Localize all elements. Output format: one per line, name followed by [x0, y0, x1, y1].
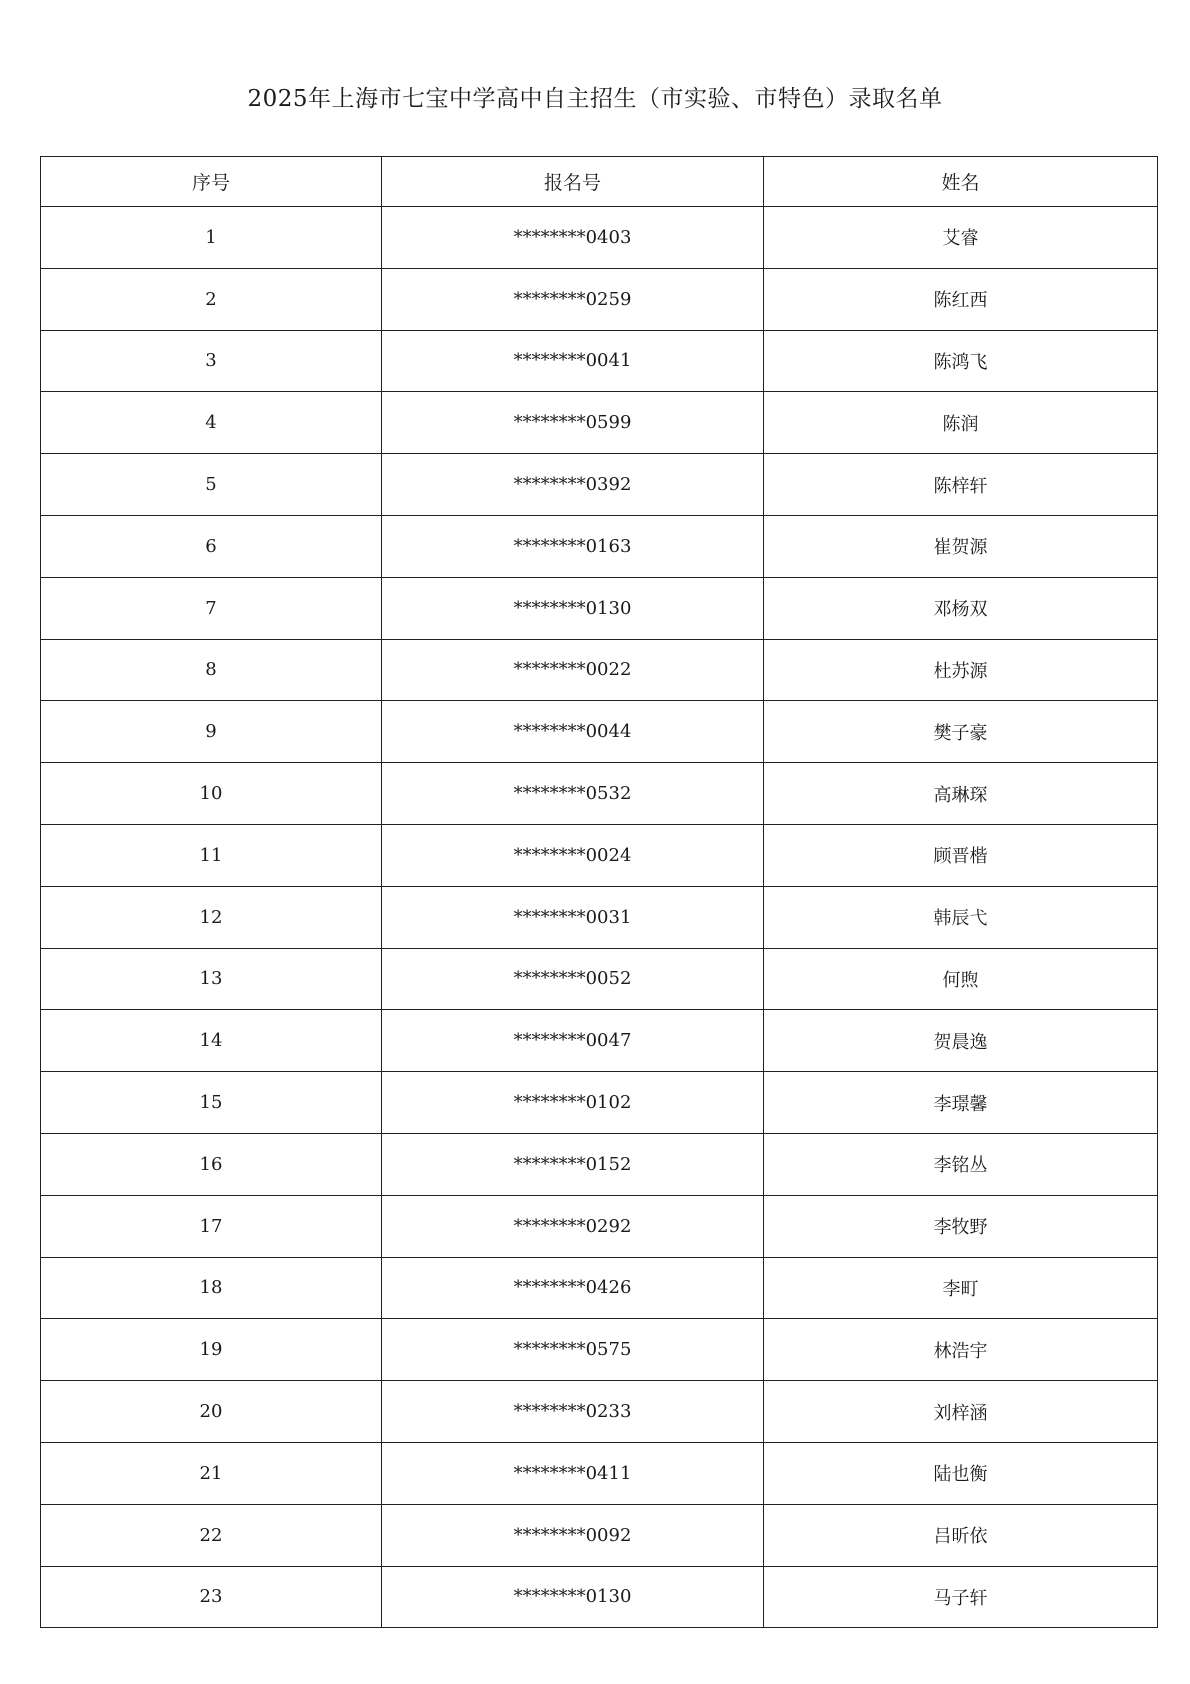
student-name-cell: 何煦	[764, 948, 1158, 1010]
table-row	[41, 948, 1158, 1010]
registration-number-cell: ********0575	[382, 1319, 764, 1381]
registration-number-cell: ********0532	[382, 763, 764, 825]
student-name-cell: 高琳琛	[764, 763, 1158, 825]
registration-number-cell: ********0130	[382, 577, 764, 639]
seq-cell: 12	[41, 886, 382, 948]
registration-number-cell: ********0022	[382, 639, 764, 701]
registration-number-cell: ********0403	[382, 207, 764, 269]
table-row	[41, 268, 1158, 330]
seq-cell: 4	[41, 392, 382, 454]
column-header-name: 姓名	[764, 157, 1158, 207]
student-name-cell: 艾睿	[764, 207, 1158, 269]
student-name-cell: 陈润	[764, 392, 1158, 454]
seq-cell: 19	[41, 1319, 382, 1381]
seq-cell: 13	[41, 948, 382, 1010]
column-header-reg: 报名号	[382, 157, 764, 207]
registration-number-cell: ********0426	[382, 1257, 764, 1319]
seq-cell: 2	[41, 268, 382, 330]
seq-cell: 8	[41, 639, 382, 701]
registration-number-cell: ********0292	[382, 1195, 764, 1257]
student-name-cell: 林浩宇	[764, 1319, 1158, 1381]
seq-cell: 21	[41, 1442, 382, 1504]
table-row	[41, 1010, 1158, 1072]
header-row	[41, 157, 1158, 207]
registration-number-cell: ********0092	[382, 1504, 764, 1566]
table-row	[41, 515, 1158, 577]
seq-cell: 6	[41, 515, 382, 577]
table-row	[41, 454, 1158, 516]
table-row	[41, 207, 1158, 269]
page-title: 2025年上海市七宝中学高中自主招生（市实验、市特色）录取名单	[247, 86, 943, 112]
admission-table	[40, 156, 1158, 1628]
table-row	[41, 1257, 1158, 1319]
table-row	[41, 1381, 1158, 1443]
registration-number-cell: ********0392	[382, 454, 764, 516]
student-name-cell: 陈鸿飞	[764, 330, 1158, 392]
student-name-cell: 刘梓涵	[764, 1381, 1158, 1443]
registration-number-cell: ********0024	[382, 824, 764, 886]
registration-number-cell: ********0411	[382, 1442, 764, 1504]
student-name-cell: 贺晨逸	[764, 1010, 1158, 1072]
registration-number-cell: ********0047	[382, 1010, 764, 1072]
seq-cell: 5	[41, 454, 382, 516]
seq-cell: 18	[41, 1257, 382, 1319]
table-row	[41, 1195, 1158, 1257]
table-row	[41, 1133, 1158, 1195]
registration-number-cell: ********0052	[382, 948, 764, 1010]
registration-number-cell: ********0102	[382, 1072, 764, 1134]
table-row	[41, 330, 1158, 392]
student-name-cell: 李铭丛	[764, 1133, 1158, 1195]
table-row	[41, 392, 1158, 454]
seq-cell: 23	[41, 1566, 382, 1628]
registration-number-cell: ********0031	[382, 886, 764, 948]
student-name-cell: 樊子豪	[764, 701, 1158, 763]
student-name-cell: 李町	[764, 1257, 1158, 1319]
table-row	[41, 1442, 1158, 1504]
table-header	[41, 157, 1158, 207]
registration-number-cell: ********0233	[382, 1381, 764, 1443]
table-row	[41, 701, 1158, 763]
seq-cell: 22	[41, 1504, 382, 1566]
registration-number-cell: ********0130	[382, 1566, 764, 1628]
registration-number-cell: ********0044	[382, 701, 764, 763]
student-name-cell: 陈红西	[764, 268, 1158, 330]
student-name-cell: 陈梓轩	[764, 454, 1158, 516]
column-header-seq: 序号	[41, 157, 382, 207]
table-row	[41, 1072, 1158, 1134]
registration-number-cell: ********0041	[382, 330, 764, 392]
seq-cell: 1	[41, 207, 382, 269]
seq-cell: 11	[41, 824, 382, 886]
registration-number-cell: ********0599	[382, 392, 764, 454]
student-name-cell: 李牧野	[764, 1195, 1158, 1257]
table-row	[41, 886, 1158, 948]
seq-cell: 20	[41, 1381, 382, 1443]
seq-cell: 3	[41, 330, 382, 392]
student-name-cell: 崔贺源	[764, 515, 1158, 577]
seq-cell: 9	[41, 701, 382, 763]
student-name-cell: 杜苏源	[764, 639, 1158, 701]
student-name-cell: 韩辰弋	[764, 886, 1158, 948]
seq-cell: 17	[41, 1195, 382, 1257]
table-body	[41, 207, 1158, 1628]
registration-number-cell: ********0163	[382, 515, 764, 577]
student-name-cell: 吕昕依	[764, 1504, 1158, 1566]
table-row	[41, 763, 1158, 825]
table-row	[41, 1504, 1158, 1566]
seq-cell: 10	[41, 763, 382, 825]
student-name-cell: 李璟馨	[764, 1072, 1158, 1134]
registration-number-cell: ********0152	[382, 1133, 764, 1195]
table-row	[41, 1319, 1158, 1381]
table-row	[41, 577, 1158, 639]
seq-cell: 15	[41, 1072, 382, 1134]
seq-cell: 16	[41, 1133, 382, 1195]
seq-cell: 7	[41, 577, 382, 639]
student-name-cell: 陆也衡	[764, 1442, 1158, 1504]
student-name-cell: 马子轩	[764, 1566, 1158, 1628]
table-row	[41, 639, 1158, 701]
table-row	[41, 824, 1158, 886]
seq-cell: 14	[41, 1010, 382, 1072]
table-row	[41, 1566, 1158, 1628]
student-name-cell: 顾晋楷	[764, 824, 1158, 886]
registration-number-cell: ********0259	[382, 268, 764, 330]
student-name-cell: 邓杨双	[764, 577, 1158, 639]
